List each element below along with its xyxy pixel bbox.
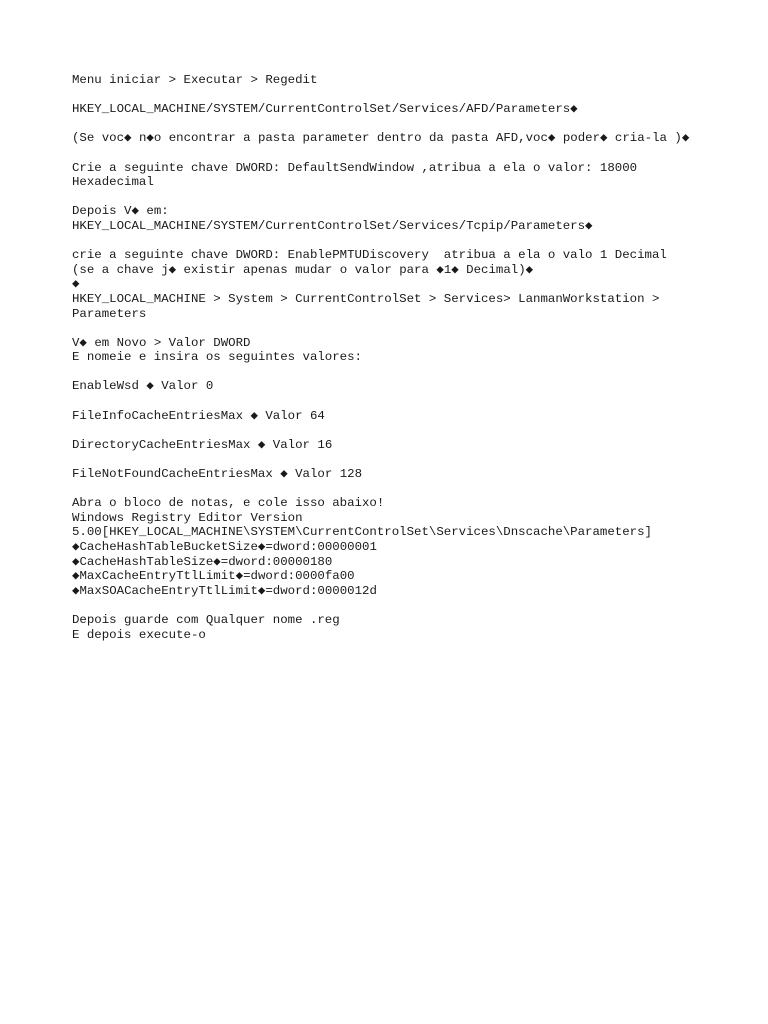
doc-line	[72, 234, 732, 249]
doc-line	[72, 190, 732, 205]
doc-line: Parameters	[72, 306, 147, 321]
document-body-text	[72, 73, 732, 642]
doc-line	[72, 365, 732, 380]
doc-line: Windows Registry Editor Version	[72, 510, 303, 525]
doc-line: ◆CacheHashTableBucketSize◆=dword:00000001	[72, 540, 377, 554]
doc-line: ◆CacheHashTableSize◆=dword:00000180	[72, 554, 333, 569]
doc-line: DirectoryCacheEntriesMax ◆ Valor 16	[72, 437, 333, 452]
doc-line: 5.00[HKEY_LOCAL_MACHINE\SYSTEM\CurrentControlSet\Services\Dnscache\Parameters]	[72, 525, 652, 540]
doc-line	[72, 452, 732, 467]
doc-line: Crie a seguinte chave DWORD: DefaultSendWindow ,atribua a ela o valor: 18000	[72, 160, 638, 175]
doc-line	[72, 482, 732, 497]
doc-line: ◆	[72, 277, 80, 292]
doc-line: V◆ em Novo > Valor DWORD	[72, 335, 251, 350]
doc-line: Menu iniciar > Executar > Regedit	[72, 73, 318, 87]
doc-line: EnableWsd ◆ Valor 0	[72, 379, 214, 394]
doc-line	[72, 117, 732, 132]
doc-line: Depois guarde com Qualquer nome .reg	[72, 612, 340, 627]
doc-line: ◆MaxSOACacheEntryTtlLimit◆=dword:0000012d	[72, 583, 377, 598]
doc-line: ◆MaxCacheEntryTtlLimit◆=dword:0000fa00	[72, 569, 355, 584]
doc-line: E nomeie e insira os seguintes valores:	[72, 350, 362, 365]
doc-line: FileNotFoundCacheEntriesMax ◆ Valor 128	[72, 467, 363, 482]
doc-line: HKEY_LOCAL_MACHINE/SYSTEM/CurrentControlSet/Services/AFD/Parameters◆	[72, 102, 578, 117]
doc-line	[72, 321, 732, 336]
doc-line: (se a chave j◆ existir apenas mudar o valor para ◆1◆ Decimal)◆	[72, 262, 534, 277]
doc-line: (Se voc◆ n◆o encontrar a pasta parameter dentro da pasta AFD,voc◆ poder◆ cria-la )◆	[72, 131, 690, 146]
doc-line	[72, 88, 732, 103]
doc-line: E depois execute-o	[72, 627, 206, 642]
doc-line: Hexadecimal	[72, 175, 154, 190]
doc-line: HKEY_LOCAL_MACHINE > System > CurrentControlSet > Services> LanmanWorkstation >	[72, 291, 660, 306]
doc-line: crie a seguinte chave DWORD: EnablePMTUDiscovery atribua a ela o valo 1 Decimal	[72, 248, 667, 263]
doc-line: Depois V◆ em:	[72, 204, 169, 219]
doc-line: HKEY_LOCAL_MACHINE/SYSTEM/CurrentControlSet/Services/Tcpip/Parameters◆	[72, 218, 593, 233]
doc-line	[72, 146, 732, 161]
doc-line	[72, 423, 732, 438]
doc-line: FileInfoCacheEntriesMax ◆ Valor 64	[72, 408, 325, 423]
doc-line: Abra o bloco de notas, e cole isso abaixo!	[72, 496, 385, 511]
doc-line	[72, 394, 732, 409]
doc-line	[72, 598, 732, 613]
